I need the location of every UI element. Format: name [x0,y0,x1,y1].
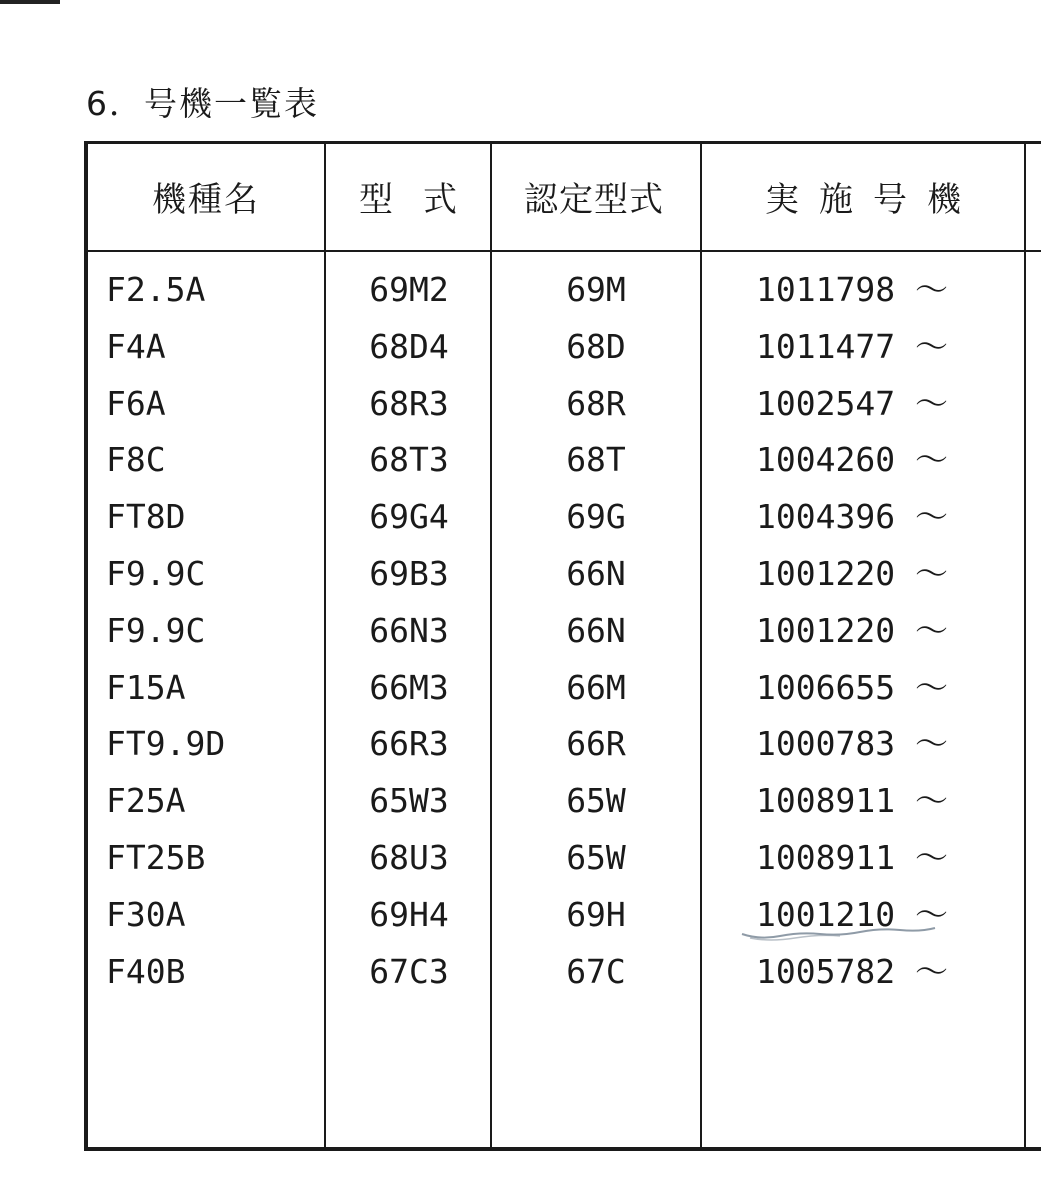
cell-certified-type: 65W [566,837,626,877]
table-row [0,489,1041,546]
cell-model-name: F9.9C [106,553,206,593]
cell-certified-type: 65W [566,781,626,821]
corner-registration-mark [0,0,60,4]
cell-serial-number: 1000783 ～ [756,724,948,764]
cell-type: 69H4 [369,894,449,934]
cell-model-name: F4A [106,326,166,366]
cell-model-name: F8C [106,440,166,480]
cell-serial-number: 1008911 ～ [756,837,948,877]
table-row [0,376,1041,433]
header-serial-number: 実施号機 [765,179,981,220]
cell-type: 67C3 [369,951,449,991]
cell-certified-type: 66R [566,724,626,764]
cell-serial-number: 1011798 ～ [756,270,948,309]
table-body [0,262,1041,1000]
cell-serial-number: 1001220 ～ [756,553,948,593]
cell-type: 69G4 [369,497,449,537]
cell-serial-number: 1006655 ～ [756,667,948,707]
cell-model-name: F9.9C [106,610,206,650]
cell-type: 68D4 [369,326,449,366]
table-row [0,773,1041,830]
cell-certified-type: 69H [566,894,626,934]
cell-type: 68T3 [369,440,449,480]
cell-model-name: F30A [106,894,186,934]
cell-model-name: F40B [106,951,186,991]
cell-type: 69B3 [369,553,449,593]
cell-certified-type: 68D [566,326,626,366]
table-row [0,319,1041,376]
cell-certified-type: 66N [566,610,626,650]
cell-certified-type: 66M [566,667,626,707]
table-row [0,603,1041,660]
cell-certified-type: 69M [566,270,626,309]
cell-type: 66N3 [369,610,449,650]
header-type: 型式 [359,179,487,220]
cell-model-name: FT9.9D [106,724,226,764]
cell-serial-number: 1002547 ～ [756,383,948,423]
cell-model-name: FT8D [106,497,186,537]
cell-model-name: F2.5A [106,270,206,309]
cell-model-name: FT25B [106,837,206,877]
cell-model-name: F15A [106,667,186,707]
header-model-name: 機種名 [152,179,260,220]
cell-type: 66R3 [369,724,449,764]
cell-serial-number: 1011477 ～ [756,326,948,366]
cell-type: 68R3 [369,383,449,423]
cell-model-name: F6A [106,383,166,423]
cell-certified-type: 68T [566,440,626,480]
table-row [0,944,1041,1001]
table-row [0,432,1041,489]
cell-model-name: F25A [106,781,186,821]
cell-type: 69M2 [369,270,449,309]
cell-type: 65W3 [369,781,449,821]
table-row [0,660,1041,717]
cell-certified-type: 69G [566,497,626,537]
cell-serial-number: 1004396 ～ [756,497,948,537]
cell-serial-number: 1001210 ～ [756,894,948,934]
cell-certified-type: 66N [566,553,626,593]
cell-certified-type: 67C [566,951,626,991]
table-row [0,830,1041,887]
header-certified-type: 認定型式 [524,179,664,220]
cell-type: 66M3 [369,667,449,707]
handwritten-underline-mark [740,916,940,946]
cell-serial-number: 1004260 ～ [756,440,948,480]
cell-type: 68U3 [369,837,449,877]
section-title: 6．号機一覧表 [86,84,319,123]
cell-serial-number: 1001220 ～ [756,610,948,650]
cell-certified-type: 68R [566,383,626,423]
cell-serial-number: 1005782 ～ [756,951,948,991]
table-row [0,262,1041,319]
cell-serial-number: 1008911 ～ [756,781,948,821]
table-row [0,546,1041,603]
table-row [0,716,1041,773]
